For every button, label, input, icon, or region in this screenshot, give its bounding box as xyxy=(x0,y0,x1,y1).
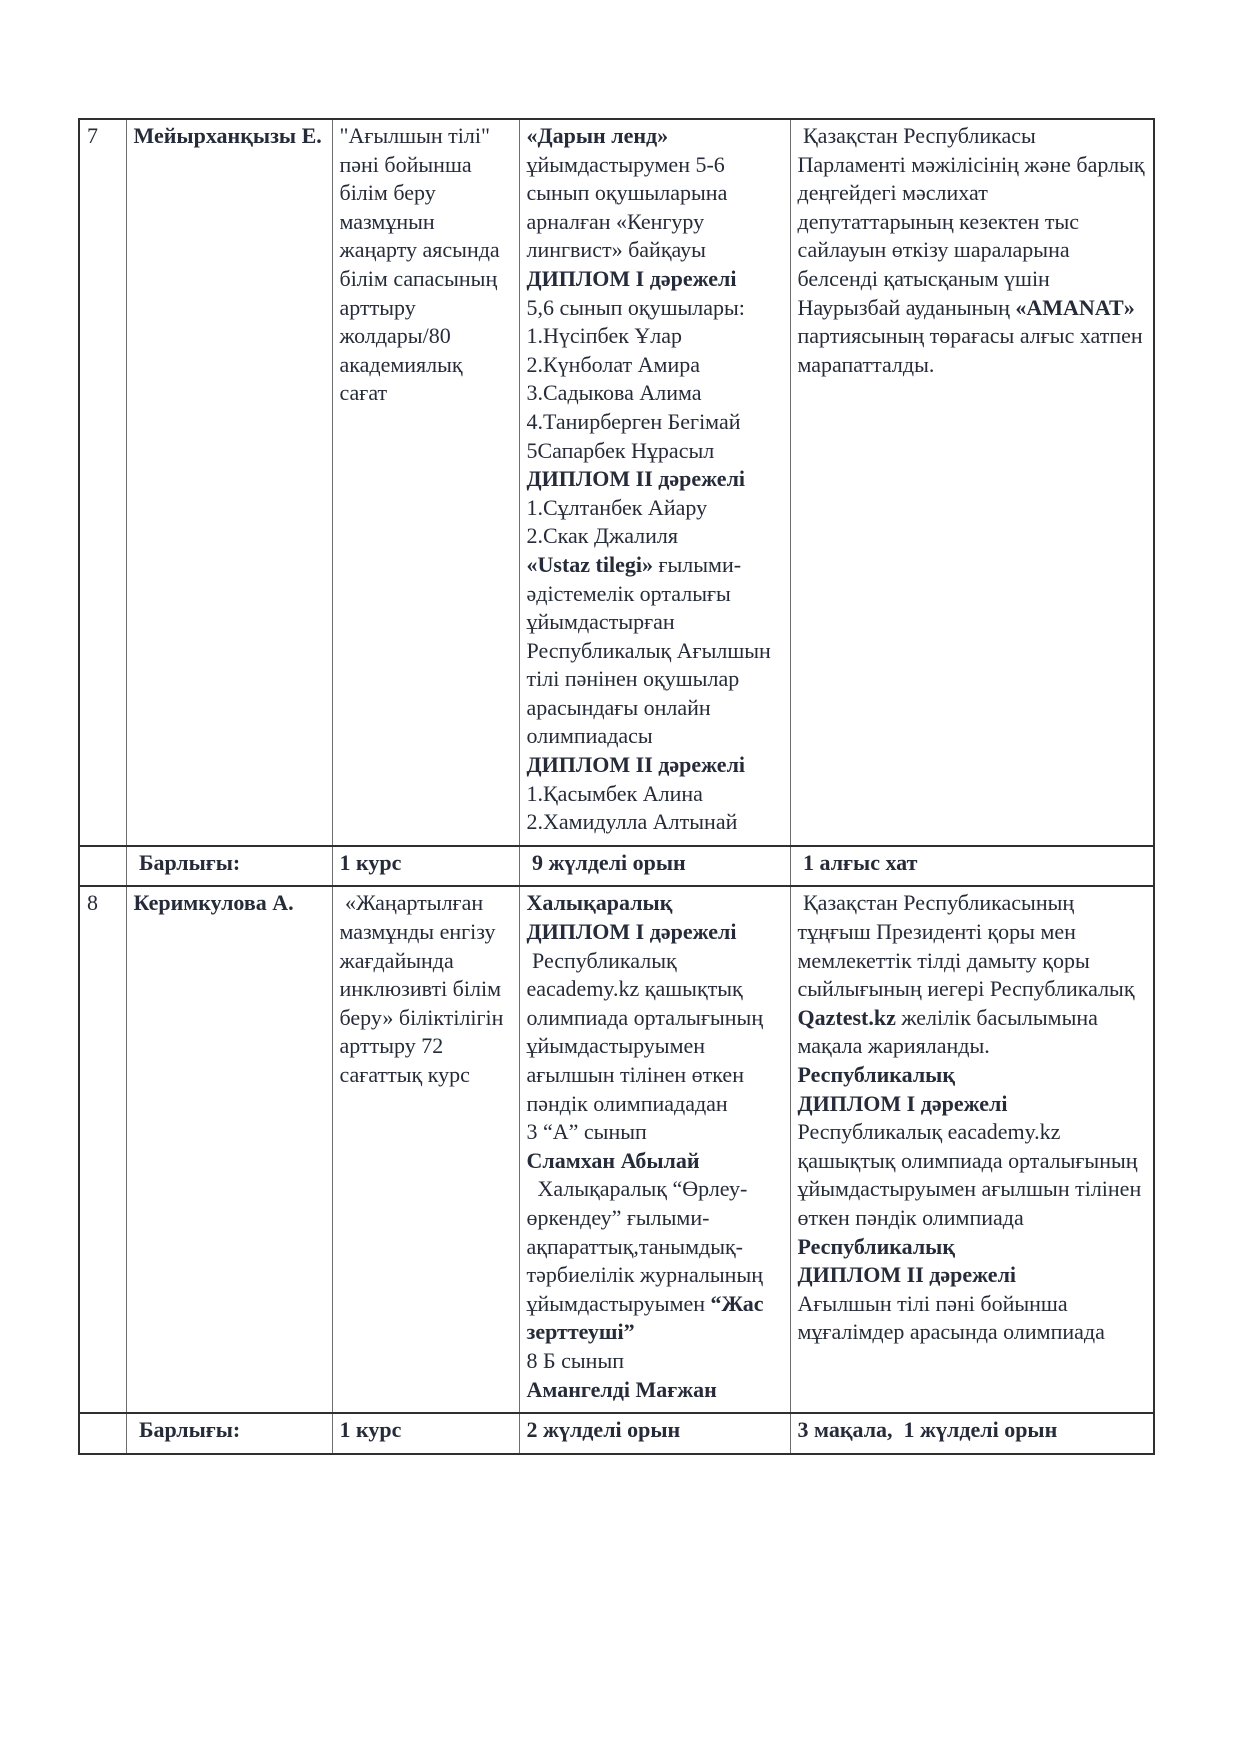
paragraph xyxy=(798,849,1147,878)
bold-text-run: 1 алғыс хат xyxy=(797,849,918,875)
cell-letters xyxy=(790,1413,1154,1454)
cell-course xyxy=(332,1413,519,1454)
bold-text-run: Халықаралық xyxy=(526,890,673,916)
paragraph xyxy=(798,1416,1147,1445)
paragraph xyxy=(527,808,783,837)
paragraph xyxy=(87,122,119,151)
results-table xyxy=(78,118,1155,1455)
text-run: 1.Қасымбек Алина xyxy=(526,780,703,806)
text-run: Қазақстан Республикасы Парламенті мәжілісінің және барлық деңгейдегі мәслихат депутаттарының кезектен тыс сайлауын өткізу шараларына белсенді қатысқаным үшін Наурызбай ауданының xyxy=(797,123,1151,320)
text-run: 2.Скак Джалиля xyxy=(526,523,678,549)
paragraph xyxy=(798,889,1147,1061)
paragraph xyxy=(527,751,783,780)
bold-text-run: Барлығы: xyxy=(133,849,241,875)
bold-text-run: 1 курс xyxy=(339,849,402,875)
paragraph xyxy=(798,1233,1147,1262)
paragraph xyxy=(340,1416,512,1445)
paragraph xyxy=(87,889,119,918)
text-run: 7 xyxy=(87,123,98,148)
text-run: "Ағылшын тілі" пәні бойынша білім беру мазмұнын жаңарту аясында білім сапасының арттыру жолдары/80 академиялық сағат xyxy=(339,123,506,406)
paragraph xyxy=(527,889,783,918)
text-run: 2.Күнболат Амира xyxy=(526,351,700,377)
text-run: 2.Хамидулла Алтынай xyxy=(526,809,738,835)
text-run: 8 Б сынып xyxy=(526,1347,625,1373)
paragraph xyxy=(134,889,325,918)
cell-name xyxy=(126,846,332,887)
paragraph xyxy=(134,122,325,151)
row-8 xyxy=(79,886,1154,1413)
text-run: Ағылшын тілі пәні бойынша мұғалімдер арасында олимпиада xyxy=(797,1290,1105,1345)
table-body xyxy=(79,119,1154,1454)
cell-awards xyxy=(519,119,790,846)
paragraph xyxy=(527,294,783,323)
paragraph xyxy=(798,1290,1147,1347)
text-run: 5,6 сынып оқушылары: xyxy=(526,294,745,320)
paragraph xyxy=(527,437,783,466)
paragraph xyxy=(527,351,783,380)
text-run: 3.Садыкова Алима xyxy=(526,380,702,406)
text-run: Халықаралық “Өрлеу-өркендеу” ғылыми-ақпараттық,танымдық-тәрбиелілік журналының ұйымдастыруымен xyxy=(526,1176,769,1316)
bold-text-run: ДИПЛОМ I дәрежелі xyxy=(526,919,737,945)
paragraph xyxy=(527,918,783,947)
bold-text-run: Барлығы: xyxy=(133,1417,241,1443)
text-run: Республикалық eacademy.kz қашықтық олимпиада орталығының ұйымдастыруымен ағылшын тілінен өткен пәндік олимпиада xyxy=(797,1119,1147,1230)
paragraph xyxy=(340,889,512,1089)
cell-awards xyxy=(519,1413,790,1454)
cell-letters xyxy=(790,886,1154,1413)
paragraph xyxy=(798,1261,1147,1290)
paragraph xyxy=(798,1090,1147,1119)
cell-num xyxy=(79,886,126,1413)
paragraph xyxy=(797,122,1151,379)
cell-name xyxy=(126,886,332,1413)
paragraph xyxy=(527,522,783,551)
paragraph xyxy=(134,849,325,878)
bold-text-run: Qaztest.kz xyxy=(797,1004,896,1030)
cell-awards xyxy=(519,846,790,887)
bold-text-run: ДИПЛОМ II дәрежелі xyxy=(526,752,746,778)
paragraph xyxy=(527,1147,783,1176)
cell-num xyxy=(79,119,126,846)
bold-text-run: ДИПЛОМ I дәрежелі xyxy=(797,1090,1008,1116)
paragraph xyxy=(527,408,783,437)
paragraph xyxy=(527,379,783,408)
row-7 xyxy=(79,119,1154,846)
cell-num xyxy=(79,1413,126,1454)
paragraph xyxy=(527,947,783,1119)
paragraph xyxy=(527,1118,783,1147)
paragraph xyxy=(527,780,783,809)
cell-course xyxy=(332,846,519,887)
text-run: Республикалық eacademy.kz қашықтық олимпиада орталығының ұйымдастыруымен ағылшын тілінен өткен пәндік олимпиададан xyxy=(526,947,769,1116)
paragraph xyxy=(527,465,783,494)
bold-text-run: «Ustaz tilegi» xyxy=(526,551,653,577)
bold-text-run: ДИПЛОМ II дәрежелі xyxy=(797,1262,1017,1288)
bold-text-run: Сламхан Абылай xyxy=(526,1147,700,1173)
paragraph xyxy=(527,849,783,878)
paragraph xyxy=(527,1347,783,1376)
summary-row-8 xyxy=(79,1413,1154,1454)
bold-text-run: 2 жүлделі орын xyxy=(526,1417,681,1443)
bold-text-run: Республикалық xyxy=(797,1233,956,1259)
cell-name xyxy=(126,1413,332,1454)
summary-row-7 xyxy=(79,846,1154,887)
bold-text-run: 1 курс xyxy=(339,1417,402,1443)
text-run: 8 xyxy=(87,890,98,916)
bold-text-run: “Жас зерттеуші” xyxy=(526,1290,770,1345)
text-run: «Жаңартылған мазмұнды енгізу жағдайында инклюзивті білім беру» біліктілігін арттыру 72 сағаттық курс xyxy=(339,890,509,1087)
cell-letters xyxy=(790,119,1154,846)
paragraph xyxy=(527,1376,783,1405)
paragraph xyxy=(527,1416,783,1445)
text-run: желілік басылымына мақала жарияланды. xyxy=(797,1004,1104,1059)
text-run: 3 “А” сынып xyxy=(526,1119,647,1145)
paragraph xyxy=(340,122,512,408)
paragraph xyxy=(527,551,783,751)
paragraph xyxy=(527,494,783,523)
paragraph xyxy=(134,1416,325,1445)
cell-awards xyxy=(519,886,790,1413)
cell-num xyxy=(79,846,126,887)
bold-text-run: 3 мақала, 1 жүлделі орын xyxy=(797,1417,1058,1443)
bold-text-run: Амангелді Мағжан xyxy=(526,1376,717,1402)
cell-course xyxy=(332,886,519,1413)
paragraph xyxy=(798,1118,1147,1232)
text-run: Қазақстан Республикасының тұңғыш Президенті қоры мен мемлекеттік тілді дамыту қоры сыйлығының иегері Республикалық xyxy=(797,890,1141,1002)
bold-text-run: «AMANAT» xyxy=(1015,294,1135,320)
paragraph xyxy=(527,122,783,265)
paragraph xyxy=(798,1061,1147,1090)
text-run: 4.Танирберген Бегімай xyxy=(526,408,741,434)
bold-text-run: ДИПЛОМ I дәрежелі xyxy=(526,265,737,291)
bold-text-run: 9 жүлделі орын xyxy=(526,849,686,875)
text-run: партиясының төрағасы алғыс хатпен марапатталды. xyxy=(797,294,1149,377)
paragraph xyxy=(340,849,512,878)
text-run: 5Сапарбек Нұрасыл xyxy=(526,437,715,463)
text-run: 1.Нүсіпбек Ұлар xyxy=(526,323,683,349)
cell-course xyxy=(332,119,519,846)
bold-text-run: Керимкулова А. xyxy=(133,890,294,916)
text-run: 1.Сұлтанбек Айару xyxy=(526,494,708,520)
text-run: ғылыми-әдістемелік орталығы ұйымдастырған Республикалық Ағылшын тілі пәнінен оқушылар арасындағы онлайн олимпиадасы xyxy=(526,551,777,749)
cell-letters xyxy=(790,846,1154,887)
cell-name xyxy=(126,119,332,846)
bold-text-run: Республикалық xyxy=(797,1062,956,1087)
text-run: ұйымдастырумен 5-6 сынып оқушыларына арналған «Кенгуру лингвист» байқауы xyxy=(526,123,733,263)
bold-text-run: «Дарын ленд» xyxy=(526,123,669,148)
paragraph xyxy=(527,322,783,351)
paragraph xyxy=(527,265,783,294)
bold-text-run: Мейырханқызы Е. xyxy=(133,123,322,148)
paragraph xyxy=(527,1175,783,1347)
bold-text-run: ДИПЛОМ II дәрежелі xyxy=(526,466,746,492)
